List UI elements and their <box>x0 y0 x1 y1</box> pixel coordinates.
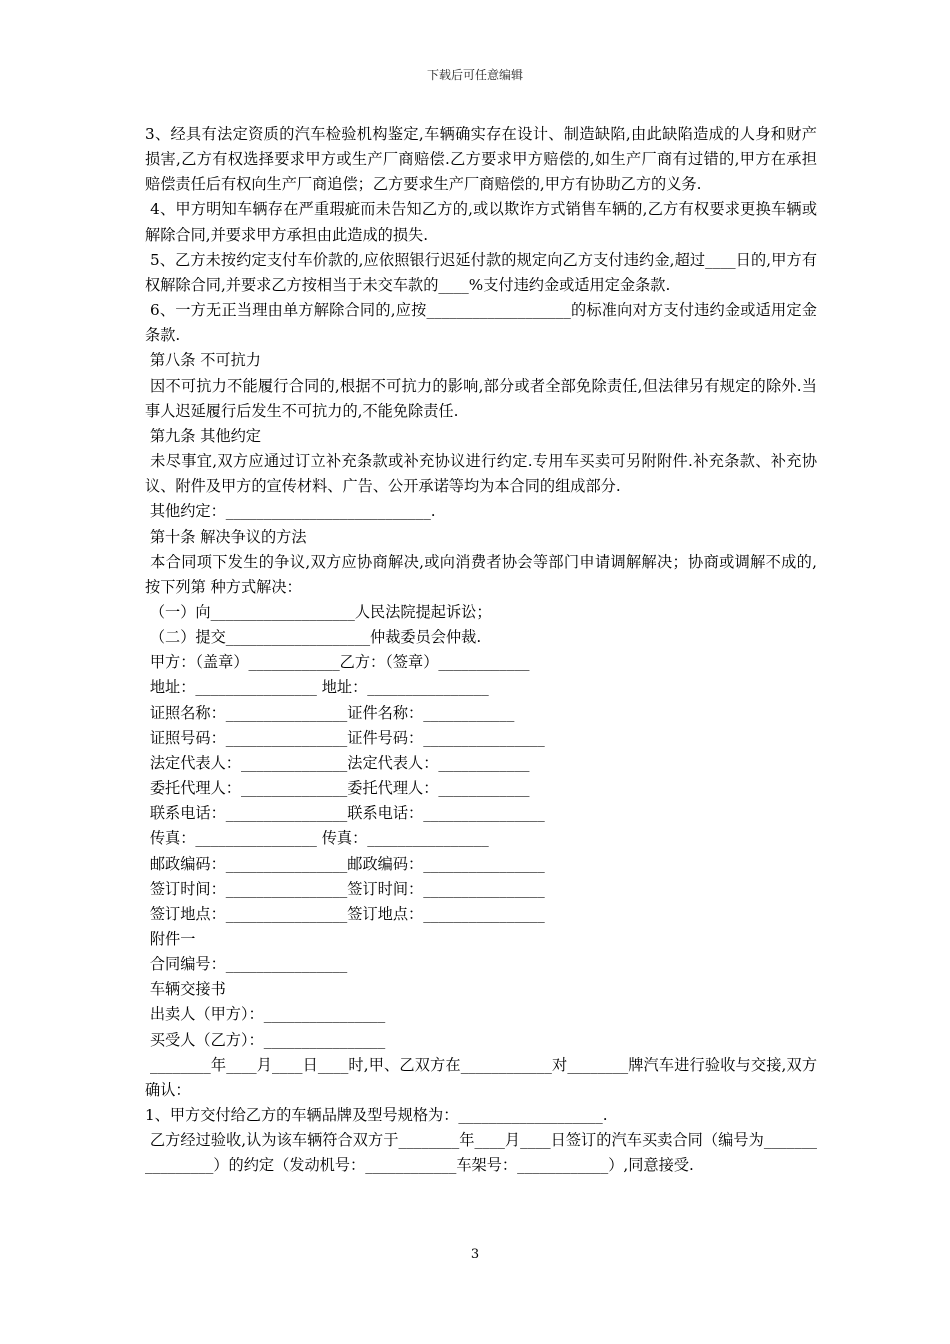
paragraph-force-majeure: 因不可抗力不能履行合同的,根据不可抗力的影响,部分或者全部免除责任,但法律另有规定的除外.当事人迟延履行后发生不可抗力的,不能免除责任. <box>145 376 817 420</box>
signature-agent-line: 委托代理人：______________委托代理人：____________ <box>145 779 530 798</box>
dispute-option-court: （一）向___________________人民法院提起诉讼； <box>145 602 492 621</box>
paragraph-other-agreements: 未尽事宜,双方应通过订立补充条款或补充协议进行约定.专用车买卖可另附附件.补充条款、补充协议、附件及甲方的宣传材料、广告、公开承诺等均为本合同的组成部分. <box>145 452 818 496</box>
signature-date-line: 签订时间：________________签订时间：________________ <box>145 879 545 898</box>
paragraph-late-payment: 5、乙方未按约定支付车价款的,应依照银行迟延付款的规定向乙方支付违约金,超过____日的,甲方有权解除合同,并要求乙方按相当于未交车款的____%支付违约金或适用定金条款. <box>145 250 818 294</box>
paragraph-fraud: 4、甲方明知车辆存在严重瑕疵而未告知乙方的,或以欺诈方式销售车辆的,乙方有权要求更换车辆或解除合同,并要求甲方承担由此造成的损失. <box>145 200 818 244</box>
signature-place-line: 签订地点：________________签订地点：________________ <box>145 904 545 923</box>
signature-postcode-line: 邮政编码：________________邮政编码：________________ <box>145 854 545 873</box>
article-8-heading: 第八条 不可抗力 <box>145 351 261 370</box>
signature-party-line: 甲方：（盖章）____________乙方：（签章）____________ <box>145 653 530 672</box>
paragraph-dispute-resolution: 本合同项下发生的争议,双方应协商解决,或向消费者协会等部门申请调解解决；协商或调解不成的,按下列第 种方式解决： <box>145 552 818 596</box>
buyer-line: 买受人（乙方）：________________ <box>145 1030 386 1049</box>
signature-id-number-line: 证照号码：________________证件号码：________________ <box>145 728 545 747</box>
document-body <box>145 122 817 1179</box>
signature-address-line: 地址：________________ 地址：________________ <box>145 678 489 697</box>
article-10-heading: 第十条 解决争议的方法 <box>145 527 307 546</box>
article-9-heading: 第九条 其他约定 <box>145 426 261 445</box>
paragraph-unilateral-termination: 6、一方无正当理由单方解除合同的,应按___________________的标准向对方支付违约金或适用定金条款. <box>145 301 817 345</box>
signature-phone-line: 联系电话：________________联系电话：________________ <box>145 804 545 823</box>
signature-legal-rep-line: 法定代表人：______________法定代表人：____________ <box>145 753 530 772</box>
page-header: 下载后可任意编辑 <box>426 68 523 82</box>
seller-line: 出卖人（甲方）：________________ <box>145 1005 386 1024</box>
paragraph-defect-compensation: 3、经具有法定资质的汽车检验机构鉴定,车辆确实存在设计、制造缺陷,由此缺陷造成的人身和财产损害,乙方有权选择要求甲方或生产厂商赔偿.乙方要求甲方赔偿的,如生产厂商有过错的,甲方在承担赔偿责任后有权向生产厂商追偿；乙方要求生产厂商赔偿的,甲方有协助乙方的义务. <box>145 125 817 194</box>
handover-title: 车辆交接书 <box>145 980 226 999</box>
handover-item-1: 1、甲方交付给乙方的车辆品牌及型号规格为：___________________. <box>145 1106 608 1125</box>
handover-statement: ________年____月____日____时,甲、乙双方在____________对________牌汽车进行验收与交接,双方确认： <box>145 1055 818 1099</box>
dispute-option-arbitration: （二）提交___________________仲裁委员会仲裁. <box>145 628 482 647</box>
signature-fax-line: 传真：________________ 传真：________________ <box>145 829 489 848</box>
handover-acceptance: 乙方经过验收,认为该车辆符合双方于________年____月____日签订的汽车买卖合同（编号为________________）的约定（发动机号：____________车架号：____________）,同意接受. <box>145 1131 818 1175</box>
signature-id-name-line: 证照名称：________________证件名称：____________ <box>145 703 515 722</box>
other-agreement-line: 其他约定：___________________________. <box>145 502 436 521</box>
attachment-heading: 附件一 <box>145 930 196 948</box>
contract-number-line: 合同编号：________________ <box>145 955 348 974</box>
page-number: 3 <box>470 1247 480 1262</box>
